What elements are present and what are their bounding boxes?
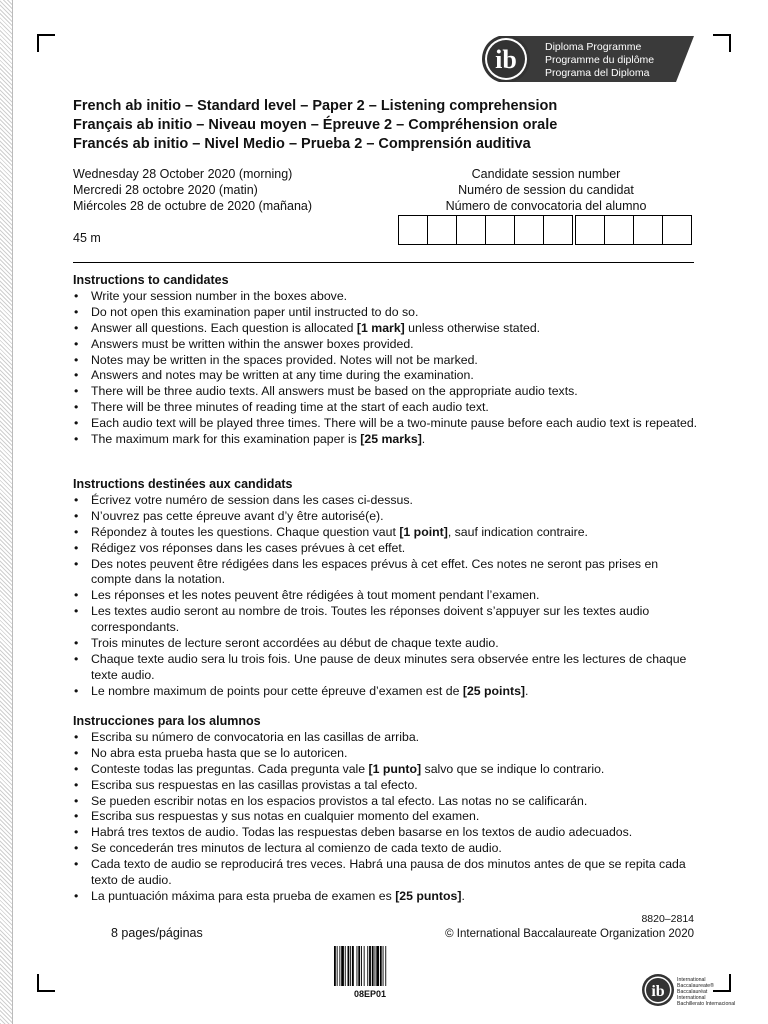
session-label-spanish: Número de convocatoria del alumno bbox=[445, 199, 647, 213]
session-box[interactable] bbox=[633, 216, 662, 244]
ib-org-english: International Baccalaureate® bbox=[677, 977, 714, 989]
instruction-item: • There will be three minutes of reading time at the start of each audio text. bbox=[73, 400, 698, 416]
date-spanish: Miércoles 28 de octubre de 2020 (mañana) bbox=[73, 199, 313, 213]
instruction-item: • Habrá tres textos de audio. Todas las respuestas deben basarse en los textos de audio adecuados. bbox=[73, 825, 698, 841]
instruction-item: • Cada texto de audio se reproducirá tres veces. Habrá una pausa de dos minutos antes de que se repita cada texto de audio. bbox=[73, 857, 698, 889]
session-box-group-2[interactable] bbox=[575, 215, 692, 245]
mark-value: [1 point] bbox=[399, 524, 448, 539]
session-label-english: Candidate session number bbox=[471, 167, 621, 181]
exam-duration: 45 m bbox=[73, 231, 101, 245]
mark-value: [25 marks] bbox=[360, 432, 422, 447]
instruction-item: • Chaque texte audio sera lu trois fois. Une pause de deux minutes sera observée entre les lectures de chaque texte audio. bbox=[73, 652, 698, 684]
paper-code: 8820–2814 bbox=[641, 913, 694, 925]
title-spanish: Francés ab initio – Nivel Medio – Prueba 2 – Comprensión auditiva bbox=[73, 136, 531, 152]
instruction-item: • Écrivez votre numéro de session dans les cases ci-dessus. bbox=[73, 493, 698, 509]
instruction-item: • Conteste todas las preguntas. Cada pregunta vale [1 punto] salvo que se indique lo contrario. bbox=[73, 762, 698, 778]
session-number-boxes[interactable] bbox=[398, 215, 692, 245]
ib-logo-icon bbox=[641, 973, 675, 1007]
left-hatched-margin bbox=[0, 0, 13, 1024]
crop-mark-top-right bbox=[713, 34, 731, 52]
title-french: Français ab initio – Niveau moyen – Épreuve 2 – Compréhension orale bbox=[73, 117, 558, 133]
session-box-group-1[interactable] bbox=[398, 215, 573, 245]
session-box[interactable] bbox=[399, 216, 427, 244]
session-box[interactable] bbox=[576, 216, 604, 244]
programme-french: Programme du diplôme bbox=[545, 54, 655, 66]
instructions-heading-english: Instructions to candidates bbox=[73, 273, 229, 287]
title-english: French ab initio – Standard level – Paper 2 – Listening comprehension bbox=[73, 98, 558, 114]
instruction-item: • Escriba sus respuestas en las casillas provistas a tal efecto. bbox=[73, 778, 698, 794]
diploma-programme-banner bbox=[476, 36, 694, 82]
session-box[interactable] bbox=[427, 216, 456, 244]
instruction-item: • Les textes audio seront au nombre de trois. Toutes les réponses doivent s’appuyer sur les textes audio correspondants. bbox=[73, 604, 698, 636]
instruction-item: • Write your session number in the boxes above. bbox=[73, 289, 698, 305]
mark-value: [1 punto] bbox=[368, 761, 422, 776]
copyright-notice: © International Baccalaureate Organization 2020 bbox=[445, 928, 694, 940]
instruction-item: • Do not open this examination paper until instructed to do so. bbox=[73, 305, 698, 321]
instructions-spanish bbox=[73, 714, 698, 905]
instruction-item: • Answers must be written within the answer boxes provided. bbox=[73, 337, 698, 353]
crop-mark-top-left bbox=[37, 34, 55, 52]
ib-logo-letters: ib bbox=[495, 45, 517, 74]
date-english: Wednesday 28 October 2020 (morning) bbox=[73, 167, 293, 181]
instructions-heading-spanish: Instrucciones para los alumnos bbox=[73, 714, 261, 728]
instruction-item: • Se concederán tres minutos de lectura al comienzo de cada texto de audio. bbox=[73, 841, 698, 857]
session-box[interactable] bbox=[485, 216, 514, 244]
programme-english: Diploma Programme bbox=[545, 41, 642, 53]
date-french: Mercredi 28 octobre 2020 (matin) bbox=[73, 183, 258, 197]
session-box[interactable] bbox=[662, 216, 691, 244]
session-box[interactable] bbox=[543, 216, 572, 244]
mark-value: [25 points] bbox=[462, 683, 526, 698]
instruction-item: • Escriba sus respuestas y sus notas en cualquier momento del examen. bbox=[73, 809, 698, 825]
programme-spanish: Programa del Diploma bbox=[545, 67, 650, 79]
barcode-label: 08EP01 bbox=[353, 989, 387, 999]
instructions-english bbox=[73, 273, 698, 448]
svg-text:ib: ib bbox=[651, 983, 665, 1000]
instructions-heading-french: Instructions destinées aux candidats bbox=[73, 477, 293, 491]
instruction-item: • Each audio text will be played three times. There will be a two-minute pause before each audio text is repeated. bbox=[73, 416, 698, 432]
instruction-item: • Answer all questions. Each question is allocated [1 mark] unless otherwise stated. bbox=[73, 321, 698, 337]
instruction-item: • La puntuación máxima para esta prueba de examen es [25 puntos]. bbox=[73, 889, 698, 905]
instruction-item: • Answers and notes may be written at any time during the examination. bbox=[73, 368, 698, 384]
mark-value: [1 mark] bbox=[356, 320, 405, 335]
session-box[interactable] bbox=[604, 216, 633, 244]
ib-org-spanish: Bachillerato Internacional bbox=[677, 1001, 736, 1007]
ib-org-french: Baccalauréat International bbox=[677, 989, 708, 1001]
instructions-french bbox=[73, 477, 698, 700]
exam-dates bbox=[73, 166, 312, 214]
session-box[interactable] bbox=[456, 216, 485, 244]
instruction-item: • No abra esta prueba hasta que se lo autoricen. bbox=[73, 746, 698, 762]
instruction-item: • Escriba su número de convocatoria en las casillas de arriba. bbox=[73, 730, 698, 746]
instruction-item: • Se pueden escribir notas en los espacios provistos a tal efecto. Las notas no se calificarán. bbox=[73, 794, 698, 810]
page-count: 8 pages/páginas bbox=[111, 926, 203, 940]
instruction-item: • Notes may be written in the spaces provided. Notes will not be marked. bbox=[73, 353, 698, 369]
instruction-item: • Répondez à toutes les questions. Chaque question vaut [1 point], sauf indication contraire. bbox=[73, 525, 698, 541]
instruction-item: • Le nombre maximum de points pour cette épreuve d’examen est de [25 points]. bbox=[73, 684, 698, 700]
instruction-item: • Des notes peuvent être rédigées dans les espaces prévus à cet effet. Ces notes ne seront pas prises en compte dans la notation. bbox=[73, 557, 698, 589]
barcode bbox=[334, 946, 406, 986]
instruction-item: • Les réponses et les notes peuvent être rédigées à tout moment pendant l’examen. bbox=[73, 588, 698, 604]
session-box[interactable] bbox=[514, 216, 543, 244]
ib-organization-logo bbox=[641, 973, 736, 1012]
session-number-label bbox=[398, 166, 694, 214]
instruction-item: • Rédigez vos réponses dans les cases prévues à cet effet. bbox=[73, 541, 698, 557]
paper-titles bbox=[73, 97, 703, 154]
instruction-item: • Trois minutes de lecture seront accordées au début de chaque texte audio. bbox=[73, 636, 698, 652]
crop-mark-bottom-left bbox=[37, 974, 55, 992]
mark-value: [25 puntos] bbox=[395, 888, 462, 903]
instruction-item: • There will be three audio texts. All answers must be based on the appropriate audio texts. bbox=[73, 384, 698, 400]
instruction-item: • The maximum mark for this examination paper is [25 marks]. bbox=[73, 432, 698, 448]
header-divider bbox=[73, 262, 694, 263]
session-label-french: Numéro de session du candidat bbox=[458, 183, 634, 197]
instruction-item: • N’ouvrez pas cette épreuve avant d’y être autorisé(e). bbox=[73, 509, 698, 525]
